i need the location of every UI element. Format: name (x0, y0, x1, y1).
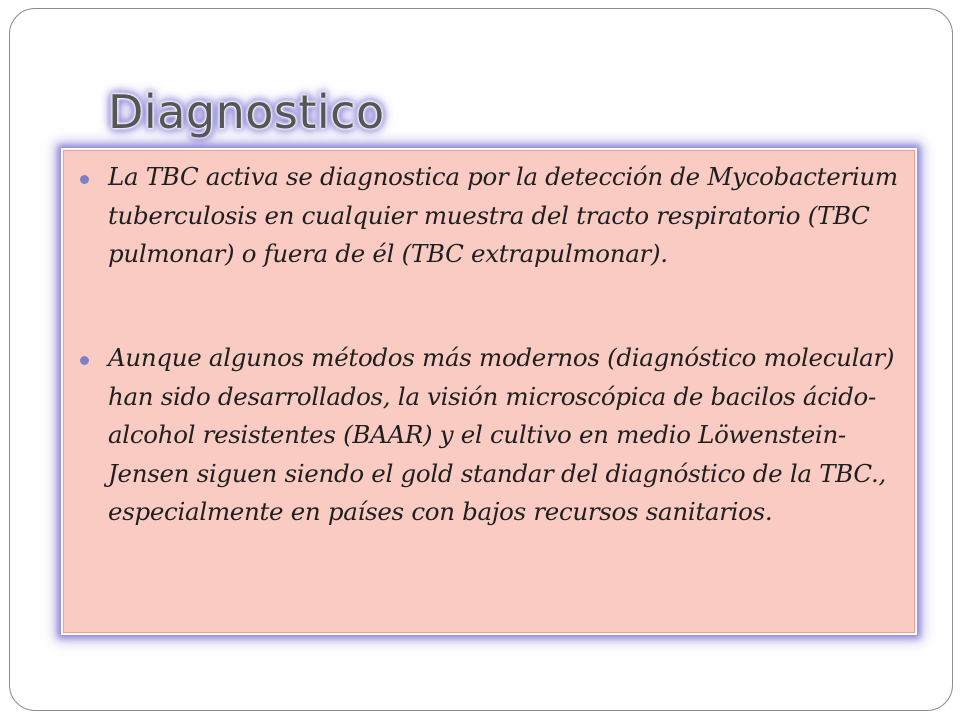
bullet-text: Aunque algunos métodos más modernos (diagnóstico molecular) han sido desarrollados, la visión microscópica de bacilos ácido-alcohol resistentes (BAAR) y el cultivo en medio Löwenstein-Jensen siguen siendo el gold standar del diagnóstico de la TBC., especialmente en países con bajos recursos sanitarios. (108, 343, 895, 526)
content-box (63, 150, 915, 633)
bullet-item-methods (108, 339, 898, 532)
bullet-text: La TBC activa se diagnostica por la detección de Mycobacterium tuberculosis en cualquier muestra del tracto respiratorio (TBC pulmonar) o fuera de él (TBC extrapulmonar). (108, 162, 898, 268)
bullet-dot-icon (80, 356, 89, 365)
slide-title: Diagnostico (108, 85, 385, 139)
bullet-item-detection (108, 158, 898, 274)
bullet-dot-icon (80, 175, 89, 184)
